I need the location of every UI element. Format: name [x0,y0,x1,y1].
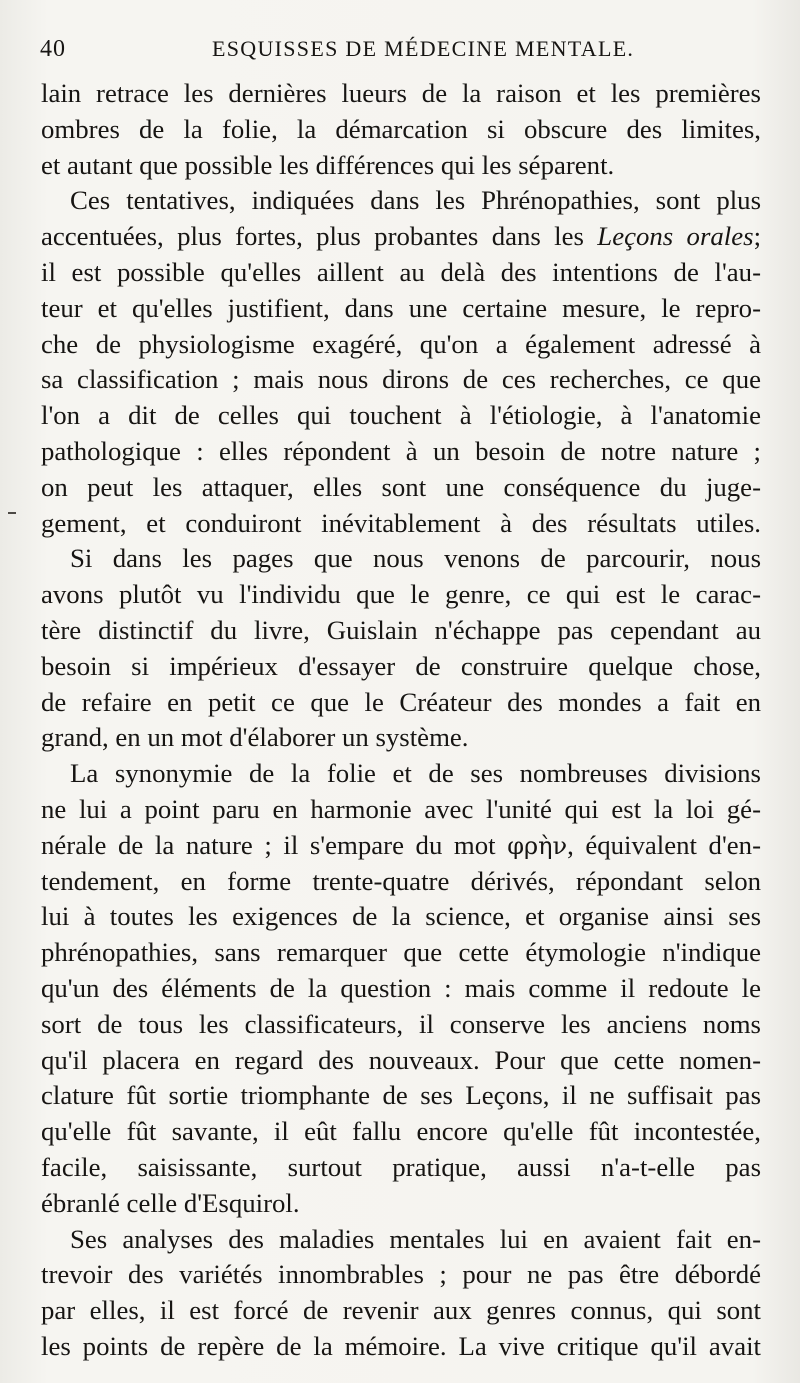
text-line: qu'un des éléments de la question : mais comme il redoute le [41,972,761,1003]
running-title: ESQUISSES DE MÉDECINE MENTALE. [212,36,635,61]
paragraph-first-line: Ces tentatives, indiquées dans les Phrénopathies, sont plus [70,185,761,216]
text-line: de refaire en petit ce que le Créateur des mondes a fait en [41,686,761,717]
text-line: qu'il placera en regard des nouveaux. Pour que cette nomen- [41,1044,761,1075]
text-line: pathologique : elles répondent à un besoin de notre nature ; [41,435,761,466]
text-line: teur et qu'elles justifient, dans une certaine mesure, le repro- [41,292,761,323]
paragraph-first-line: Ses analyses des maladies mentales lui en avaient fait en- [70,1223,761,1254]
text-line: trevoir des variétés innombrables ; pour ne pas être débordé [41,1259,761,1290]
text-line: sa classification ; mais nous dirons de ces recherches, ce que [41,364,761,395]
text-line: phrénopathies, sans remarquer que cette étymologie n'indique [41,937,761,968]
text-line: on peut les attaquer, elles sont une conséquence du juge- [41,471,761,502]
paragraph-first-line: Si dans les pages que nous venons de parcourir, nous [70,543,761,574]
text-fragment: , équivalent d'en- [567,829,761,860]
text-line: l'on a dit de celles qui touchent à l'étiologie, à l'anatomie [41,400,761,431]
text-line: et autant que possible les différences qui les séparent. [41,149,615,180]
text-line: clature fût sortie triomphante de ses Leçons, il ne suffisait pas [41,1080,761,1111]
page-number: 40 [40,36,66,62]
text-line: par elles, il est forcé de revenir aux genres connus, qui sont [41,1295,761,1326]
text-line: gement, et conduiront inévitablement à des résultats utiles. [41,507,761,538]
text-line: qu'elle fût savante, il eût fallu encore qu'elle fût incontestée, [41,1116,761,1147]
text-line [41,828,761,864]
text-line: il est possible qu'elles aillent au delà des intentions de l'au- [41,256,761,287]
text-line: les points de repère de la mémoire. La vive critique qu'il avait [41,1330,761,1361]
text-line: lui à toutes les exigences de la science, et organise ainsi ses [41,901,761,932]
text-line: avons plutôt vu l'individu que le genre, ce qui est le carac- [41,579,761,610]
text-line: facile, saisissante, surtout pratique, aussi n'a-t-elle pas [41,1151,761,1182]
text-line: ne lui a point paru en harmonie avec l'unité qui est la loi gé- [41,793,761,824]
text-line: sort de tous les classificateurs, il conserve les anciens noms [41,1008,761,1039]
text-line: grand, en un mot d'élaborer un système. [41,722,469,753]
body-text [41,76,761,1365]
book-title-italic: Leçons orales [597,221,754,252]
greek-word: φρὴν [507,831,568,860]
text-fragment: accentuées, plus fortes, plus probantes dans les [41,221,598,252]
paragraph-first-line: La synonymie de la folie et de ses nombreuses divisions [70,758,761,789]
text-line: ébranlé celle d'Esquirol. [41,1187,300,1218]
text-line [41,219,761,255]
text-line: che de physiologisme exagéré, qu'on a également adressé à [41,328,761,359]
text-line: besoin si impérieux d'essayer de construire quelque chose, [41,650,761,681]
text-fragment: nérale de la nature ; il s'empare du mot [41,829,508,860]
text-line: ombres de la folie, la démarcation si obscure des limites, [41,113,761,144]
running-header [40,32,760,66]
margin-mark [8,512,16,514]
text-line: tendement, en forme trente-quatre dérivés, répondant selon [41,865,761,896]
text-fragment: ; [753,221,761,252]
text-line: lain retrace les dernières lueurs de la raison et les premières [41,78,761,108]
text-line: tère distinctif du livre, Guislain n'échappe pas cependant au [41,614,761,645]
